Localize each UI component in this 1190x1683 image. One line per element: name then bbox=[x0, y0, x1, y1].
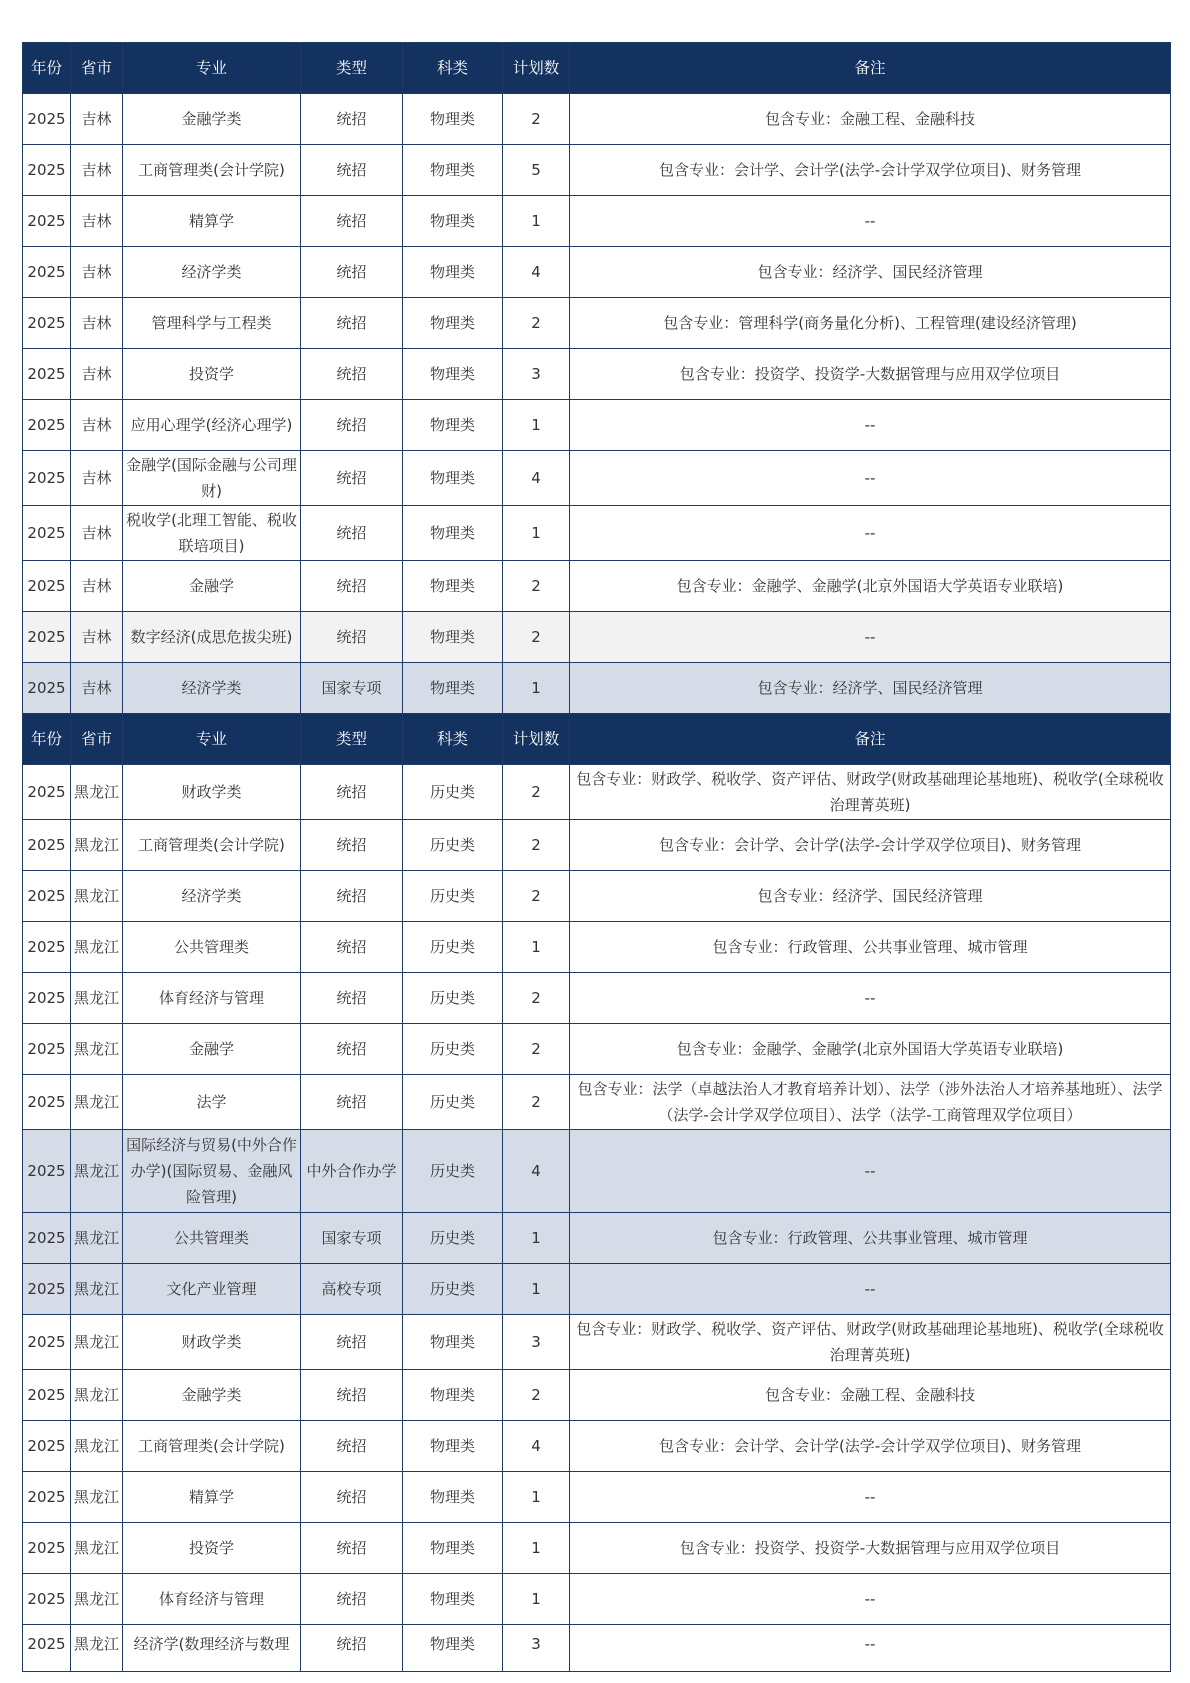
cell-subject: 物理类 bbox=[403, 663, 503, 714]
cell-province: 吉林 bbox=[71, 349, 123, 400]
cell-year: 2025 bbox=[23, 1523, 71, 1574]
cell-plan-count: 2 bbox=[503, 820, 570, 871]
cell-year: 2025 bbox=[23, 1075, 71, 1130]
cell-major: 公共管理类 bbox=[123, 1213, 301, 1264]
cell-note: -- bbox=[570, 1574, 1171, 1625]
cell-year: 2025 bbox=[23, 922, 71, 973]
table-header-row bbox=[23, 43, 1171, 94]
cell-subject: 物理类 bbox=[403, 1523, 503, 1574]
cell-year: 2025 bbox=[23, 349, 71, 400]
cell-major: 投资学 bbox=[123, 1523, 301, 1574]
cell-plan-count: 2 bbox=[503, 612, 570, 663]
cell-major: 金融学类 bbox=[123, 94, 301, 145]
table-row bbox=[23, 1370, 1171, 1421]
cell-province: 黑龙江 bbox=[71, 1523, 123, 1574]
cell-note: 包含专业：会计学、会计学(法学-会计学双学位项目)、财务管理 bbox=[570, 1421, 1171, 1472]
cell-year: 2025 bbox=[23, 145, 71, 196]
cell-major: 金融学(国际金融与公司理财) bbox=[123, 451, 301, 506]
cell-major: 投资学 bbox=[123, 349, 301, 400]
cell-subject: 历史类 bbox=[403, 1130, 503, 1213]
cell-major: 财政学类 bbox=[123, 765, 301, 820]
cell-province: 黑龙江 bbox=[71, 973, 123, 1024]
cell-province: 吉林 bbox=[71, 247, 123, 298]
table-row bbox=[23, 663, 1171, 714]
cell-major: 体育经济与管理 bbox=[123, 973, 301, 1024]
cell-type: 统招 bbox=[301, 973, 403, 1024]
cell-plan-count: 1 bbox=[503, 1472, 570, 1523]
cell-province: 黑龙江 bbox=[71, 1421, 123, 1472]
header-plan-count: 计划数 bbox=[503, 714, 570, 765]
header-province: 省市 bbox=[71, 714, 123, 765]
cell-plan-count: 4 bbox=[503, 1421, 570, 1472]
cell-subject: 物理类 bbox=[403, 451, 503, 506]
table-row bbox=[23, 451, 1171, 506]
cell-note: -- bbox=[570, 1625, 1171, 1672]
cell-type: 统招 bbox=[301, 922, 403, 973]
cell-province: 黑龙江 bbox=[71, 1130, 123, 1213]
cell-type: 高校专项 bbox=[301, 1264, 403, 1315]
cell-major: 精算学 bbox=[123, 1472, 301, 1523]
cell-province: 黑龙江 bbox=[71, 1315, 123, 1370]
table-row bbox=[23, 1024, 1171, 1075]
cell-plan-count: 2 bbox=[503, 765, 570, 820]
admissions-table-container bbox=[22, 42, 1170, 1672]
cell-year: 2025 bbox=[23, 298, 71, 349]
cell-type: 国家专项 bbox=[301, 1213, 403, 1264]
header-major: 专业 bbox=[123, 714, 301, 765]
table-row bbox=[23, 1315, 1171, 1370]
cell-province: 黑龙江 bbox=[71, 922, 123, 973]
cell-type: 统招 bbox=[301, 1075, 403, 1130]
cell-type: 统招 bbox=[301, 1625, 403, 1672]
header-subject: 科类 bbox=[403, 714, 503, 765]
header-major: 专业 bbox=[123, 43, 301, 94]
table-row bbox=[23, 1421, 1171, 1472]
cell-year: 2025 bbox=[23, 612, 71, 663]
table-row bbox=[23, 400, 1171, 451]
cell-major: 体育经济与管理 bbox=[123, 1574, 301, 1625]
cell-province: 黑龙江 bbox=[71, 1264, 123, 1315]
cell-year: 2025 bbox=[23, 451, 71, 506]
table-row bbox=[23, 1625, 1171, 1672]
admissions-table bbox=[22, 42, 1171, 1672]
cell-note: 包含专业：财政学、税收学、资产评估、财政学(财政基础理论基地班)、税收学(全球税收治理菁英班) bbox=[570, 765, 1171, 820]
table-row bbox=[23, 612, 1171, 663]
cell-subject: 历史类 bbox=[403, 820, 503, 871]
cell-type: 统招 bbox=[301, 145, 403, 196]
cell-province: 吉林 bbox=[71, 400, 123, 451]
cell-note: -- bbox=[570, 1472, 1171, 1523]
cell-plan-count: 2 bbox=[503, 973, 570, 1024]
cell-province: 吉林 bbox=[71, 451, 123, 506]
cell-subject: 物理类 bbox=[403, 612, 503, 663]
cell-province: 黑龙江 bbox=[71, 1625, 123, 1672]
cell-major: 精算学 bbox=[123, 196, 301, 247]
cell-major: 经济学(数理经济与数理 bbox=[123, 1625, 301, 1672]
cell-subject: 物理类 bbox=[403, 298, 503, 349]
cell-plan-count: 1 bbox=[503, 922, 570, 973]
table-row bbox=[23, 349, 1171, 400]
cell-province: 吉林 bbox=[71, 298, 123, 349]
cell-type: 统招 bbox=[301, 820, 403, 871]
cell-type: 中外合作办学 bbox=[301, 1130, 403, 1213]
cell-note: 包含专业：金融工程、金融科技 bbox=[570, 1370, 1171, 1421]
table-row bbox=[23, 145, 1171, 196]
cell-plan-count: 2 bbox=[503, 1024, 570, 1075]
header-year: 年份 bbox=[23, 43, 71, 94]
cell-province: 黑龙江 bbox=[71, 1574, 123, 1625]
cell-year: 2025 bbox=[23, 1574, 71, 1625]
cell-subject: 历史类 bbox=[403, 1075, 503, 1130]
cell-plan-count: 1 bbox=[503, 663, 570, 714]
cell-type: 统招 bbox=[301, 1315, 403, 1370]
cell-year: 2025 bbox=[23, 1625, 71, 1672]
cell-major: 公共管理类 bbox=[123, 922, 301, 973]
cell-subject: 历史类 bbox=[403, 922, 503, 973]
table-row bbox=[23, 1523, 1171, 1574]
cell-plan-count: 3 bbox=[503, 349, 570, 400]
header-subject: 科类 bbox=[403, 43, 503, 94]
cell-subject: 物理类 bbox=[403, 506, 503, 561]
header-type: 类型 bbox=[301, 43, 403, 94]
cell-subject: 物理类 bbox=[403, 1574, 503, 1625]
cell-type: 统招 bbox=[301, 1024, 403, 1075]
cell-year: 2025 bbox=[23, 1264, 71, 1315]
cell-major: 金融学 bbox=[123, 1024, 301, 1075]
cell-subject: 物理类 bbox=[403, 1472, 503, 1523]
table-row bbox=[23, 765, 1171, 820]
table-row bbox=[23, 1213, 1171, 1264]
cell-plan-count: 2 bbox=[503, 871, 570, 922]
cell-province: 黑龙江 bbox=[71, 1024, 123, 1075]
header-year: 年份 bbox=[23, 714, 71, 765]
cell-plan-count: 2 bbox=[503, 94, 570, 145]
cell-note: 包含专业：投资学、投资学-大数据管理与应用双学位项目 bbox=[570, 1523, 1171, 1574]
cell-province: 黑龙江 bbox=[71, 1213, 123, 1264]
cell-year: 2025 bbox=[23, 94, 71, 145]
cell-subject: 物理类 bbox=[403, 349, 503, 400]
cell-note: 包含专业：管理科学(商务量化分析)、工程管理(建设经济管理) bbox=[570, 298, 1171, 349]
cell-type: 统招 bbox=[301, 1421, 403, 1472]
cell-plan-count: 1 bbox=[503, 1523, 570, 1574]
cell-type: 统招 bbox=[301, 349, 403, 400]
cell-major: 金融学 bbox=[123, 561, 301, 612]
cell-plan-count: 2 bbox=[503, 298, 570, 349]
cell-year: 2025 bbox=[23, 506, 71, 561]
cell-subject: 历史类 bbox=[403, 765, 503, 820]
cell-province: 吉林 bbox=[71, 196, 123, 247]
cell-subject: 物理类 bbox=[403, 1421, 503, 1472]
header-plan-count: 计划数 bbox=[503, 43, 570, 94]
cell-major: 工商管理类(会计学院) bbox=[123, 145, 301, 196]
cell-province: 吉林 bbox=[71, 561, 123, 612]
cell-note: 包含专业：经济学、国民经济管理 bbox=[570, 247, 1171, 298]
cell-major: 工商管理类(会计学院) bbox=[123, 1421, 301, 1472]
cell-plan-count: 4 bbox=[503, 247, 570, 298]
cell-subject: 物理类 bbox=[403, 196, 503, 247]
table-row bbox=[23, 1130, 1171, 1213]
cell-note: 包含专业：金融工程、金融科技 bbox=[570, 94, 1171, 145]
table-row bbox=[23, 973, 1171, 1024]
header-type: 类型 bbox=[301, 714, 403, 765]
table-row bbox=[23, 196, 1171, 247]
cell-major: 管理科学与工程类 bbox=[123, 298, 301, 349]
cell-major: 应用心理学(经济心理学) bbox=[123, 400, 301, 451]
cell-note: 包含专业：金融学、金融学(北京外国语大学英语专业联培) bbox=[570, 1024, 1171, 1075]
cell-year: 2025 bbox=[23, 1024, 71, 1075]
cell-province: 吉林 bbox=[71, 663, 123, 714]
cell-subject: 物理类 bbox=[403, 400, 503, 451]
cell-type: 统招 bbox=[301, 506, 403, 561]
cell-note: -- bbox=[570, 612, 1171, 663]
cell-plan-count: 3 bbox=[503, 1315, 570, 1370]
table-row bbox=[23, 871, 1171, 922]
cell-year: 2025 bbox=[23, 663, 71, 714]
cell-year: 2025 bbox=[23, 1370, 71, 1421]
cell-major: 法学 bbox=[123, 1075, 301, 1130]
cell-year: 2025 bbox=[23, 1315, 71, 1370]
cell-province: 黑龙江 bbox=[71, 765, 123, 820]
cell-year: 2025 bbox=[23, 871, 71, 922]
cell-plan-count: 2 bbox=[503, 1075, 570, 1130]
cell-major: 税收学(北理工智能、税收联培项目) bbox=[123, 506, 301, 561]
cell-province: 吉林 bbox=[71, 612, 123, 663]
cell-plan-count: 1 bbox=[503, 400, 570, 451]
cell-major: 国际经济与贸易(中外合作办学)(国际贸易、金融风险管理) bbox=[123, 1130, 301, 1213]
cell-plan-count: 1 bbox=[503, 1574, 570, 1625]
cell-province: 吉林 bbox=[71, 94, 123, 145]
cell-note: -- bbox=[570, 506, 1171, 561]
cell-type: 统招 bbox=[301, 1574, 403, 1625]
cell-subject: 历史类 bbox=[403, 1264, 503, 1315]
cell-major: 金融学类 bbox=[123, 1370, 301, 1421]
cell-major: 财政学类 bbox=[123, 1315, 301, 1370]
header-note: 备注 bbox=[570, 43, 1171, 94]
cell-province: 吉林 bbox=[71, 506, 123, 561]
cell-subject: 物理类 bbox=[403, 1370, 503, 1421]
cell-year: 2025 bbox=[23, 765, 71, 820]
cell-note: -- bbox=[570, 196, 1171, 247]
table-header-row bbox=[23, 714, 1171, 765]
cell-type: 国家专项 bbox=[301, 663, 403, 714]
cell-type: 统招 bbox=[301, 1523, 403, 1574]
cell-major: 经济学类 bbox=[123, 247, 301, 298]
cell-plan-count: 2 bbox=[503, 561, 570, 612]
cell-plan-count: 2 bbox=[503, 1370, 570, 1421]
cell-year: 2025 bbox=[23, 1421, 71, 1472]
cell-type: 统招 bbox=[301, 400, 403, 451]
cell-note: 包含专业：财政学、税收学、资产评估、财政学(财政基础理论基地班)、税收学(全球税收治理菁英班) bbox=[570, 1315, 1171, 1370]
cell-subject: 物理类 bbox=[403, 1315, 503, 1370]
cell-note: -- bbox=[570, 1130, 1171, 1213]
cell-type: 统招 bbox=[301, 765, 403, 820]
cell-note: 包含专业：经济学、国民经济管理 bbox=[570, 871, 1171, 922]
cell-note: 包含专业：投资学、投资学-大数据管理与应用双学位项目 bbox=[570, 349, 1171, 400]
cell-subject: 历史类 bbox=[403, 973, 503, 1024]
table-row bbox=[23, 1264, 1171, 1315]
table-row bbox=[23, 1574, 1171, 1625]
cell-year: 2025 bbox=[23, 973, 71, 1024]
cell-year: 2025 bbox=[23, 561, 71, 612]
cell-province: 黑龙江 bbox=[71, 820, 123, 871]
cell-note: 包含专业：会计学、会计学(法学-会计学双学位项目)、财务管理 bbox=[570, 820, 1171, 871]
cell-type: 统招 bbox=[301, 1370, 403, 1421]
cell-province: 黑龙江 bbox=[71, 1075, 123, 1130]
cell-type: 统招 bbox=[301, 298, 403, 349]
cell-major: 经济学类 bbox=[123, 663, 301, 714]
table-row bbox=[23, 247, 1171, 298]
cell-year: 2025 bbox=[23, 1472, 71, 1523]
cell-subject: 物理类 bbox=[403, 247, 503, 298]
cell-plan-count: 4 bbox=[503, 451, 570, 506]
cell-note: -- bbox=[570, 973, 1171, 1024]
cell-major: 数字经济(成思危拔尖班) bbox=[123, 612, 301, 663]
cell-plan-count: 4 bbox=[503, 1130, 570, 1213]
cell-plan-count: 3 bbox=[503, 1625, 570, 1672]
cell-province: 吉林 bbox=[71, 145, 123, 196]
cell-note: 包含专业：行政管理、公共事业管理、城市管理 bbox=[570, 922, 1171, 973]
cell-subject: 物理类 bbox=[403, 145, 503, 196]
cell-province: 黑龙江 bbox=[71, 871, 123, 922]
cell-type: 统招 bbox=[301, 612, 403, 663]
cell-note: 包含专业：金融学、金融学(北京外国语大学英语专业联培) bbox=[570, 561, 1171, 612]
cell-subject: 物理类 bbox=[403, 1625, 503, 1672]
cell-year: 2025 bbox=[23, 400, 71, 451]
table-row bbox=[23, 820, 1171, 871]
table-row bbox=[23, 922, 1171, 973]
cell-year: 2025 bbox=[23, 1130, 71, 1213]
header-province: 省市 bbox=[71, 43, 123, 94]
cell-note: -- bbox=[570, 400, 1171, 451]
cell-subject: 历史类 bbox=[403, 1024, 503, 1075]
table-row bbox=[23, 298, 1171, 349]
cell-subject: 物理类 bbox=[403, 561, 503, 612]
table-row bbox=[23, 506, 1171, 561]
cell-note: 包含专业：法学（卓越法治人才教育培养计划）、法学（涉外法治人才培养基地班）、法学（法学-会计学双学位项目）、法学（法学-工商管理双学位项目） bbox=[570, 1075, 1171, 1130]
cell-major: 工商管理类(会计学院) bbox=[123, 820, 301, 871]
cell-subject: 历史类 bbox=[403, 1213, 503, 1264]
cell-type: 统招 bbox=[301, 451, 403, 506]
cell-major: 文化产业管理 bbox=[123, 1264, 301, 1315]
cell-plan-count: 5 bbox=[503, 145, 570, 196]
cell-plan-count: 1 bbox=[503, 1213, 570, 1264]
cell-type: 统招 bbox=[301, 247, 403, 298]
table-row bbox=[23, 1472, 1171, 1523]
header-note: 备注 bbox=[570, 714, 1171, 765]
cell-major: 经济学类 bbox=[123, 871, 301, 922]
cell-province: 黑龙江 bbox=[71, 1370, 123, 1421]
cell-subject: 历史类 bbox=[403, 871, 503, 922]
table-row bbox=[23, 1075, 1171, 1130]
cell-plan-count: 1 bbox=[503, 506, 570, 561]
cell-plan-count: 1 bbox=[503, 1264, 570, 1315]
cell-type: 统招 bbox=[301, 196, 403, 247]
cell-note: 包含专业：会计学、会计学(法学-会计学双学位项目)、财务管理 bbox=[570, 145, 1171, 196]
cell-province: 黑龙江 bbox=[71, 1472, 123, 1523]
cell-year: 2025 bbox=[23, 247, 71, 298]
cell-note: -- bbox=[570, 451, 1171, 506]
cell-note: -- bbox=[570, 1264, 1171, 1315]
cell-type: 统招 bbox=[301, 1472, 403, 1523]
table-row bbox=[23, 94, 1171, 145]
cell-year: 2025 bbox=[23, 196, 71, 247]
cell-note: 包含专业：经济学、国民经济管理 bbox=[570, 663, 1171, 714]
cell-year: 2025 bbox=[23, 1213, 71, 1264]
cell-type: 统招 bbox=[301, 561, 403, 612]
cell-plan-count: 1 bbox=[503, 196, 570, 247]
cell-type: 统招 bbox=[301, 94, 403, 145]
cell-subject: 物理类 bbox=[403, 94, 503, 145]
cell-year: 2025 bbox=[23, 820, 71, 871]
cell-type: 统招 bbox=[301, 871, 403, 922]
cell-note: 包含专业：行政管理、公共事业管理、城市管理 bbox=[570, 1213, 1171, 1264]
table-row bbox=[23, 561, 1171, 612]
